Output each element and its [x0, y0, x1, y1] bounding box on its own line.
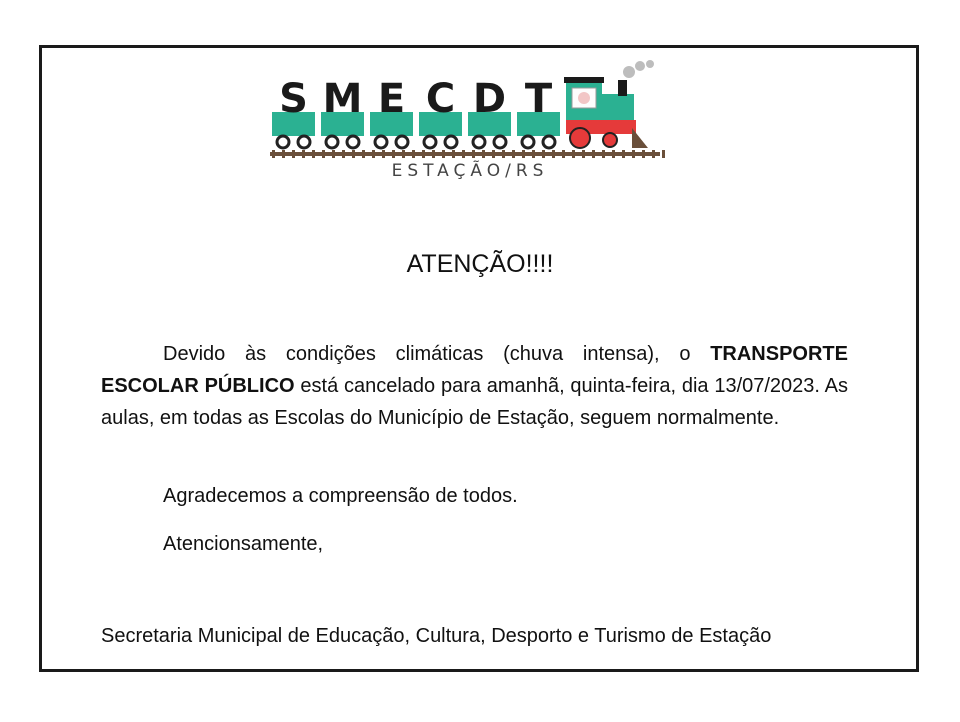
- rail-tie: [392, 150, 395, 158]
- paragraph-1-bold-text: TRANSPORTE ESCOLAR PÚBLICO: [101, 343, 848, 397]
- rail-tie: [412, 150, 415, 158]
- rail-tie: [532, 150, 535, 158]
- rail-tie: [472, 150, 475, 158]
- notice-paragraph-1: [101, 338, 848, 434]
- rail-tie: [342, 150, 345, 158]
- rail-tie: [352, 150, 355, 158]
- train-logo-icon: [265, 56, 675, 161]
- wheel: [543, 136, 555, 148]
- rail-tie: [612, 150, 615, 158]
- rail-tie: [452, 150, 455, 158]
- logo-subtitle: ESTAÇÃO/RS: [391, 161, 549, 181]
- rail-tie: [292, 150, 295, 158]
- notice-paragraph-2: Agradecemos a compreensão de todos.: [163, 485, 518, 507]
- logo-letter: E: [377, 76, 406, 122]
- paragraph-1-text-start: Devido às condições climáticas (chuva intensa), o: [163, 343, 711, 365]
- wheel: [445, 136, 457, 148]
- rail-tie: [432, 150, 435, 158]
- wheel: [277, 136, 289, 148]
- smoke-puff: [623, 66, 635, 78]
- rail-tie: [522, 150, 525, 158]
- wheel: [326, 136, 338, 148]
- signature: Secretaria Municipal de Educação, Cultura, Desporto e Turismo de Estação: [101, 625, 772, 647]
- driver-face: [578, 92, 590, 104]
- wheel: [375, 136, 387, 148]
- smecdt-logo: [265, 56, 675, 191]
- rail-tie: [542, 150, 545, 158]
- locomotive-roof: [564, 77, 604, 83]
- logo-letter: T: [524, 76, 553, 122]
- rail-tie: [422, 150, 425, 158]
- rail-tie: [332, 150, 335, 158]
- rail-tie: [572, 150, 575, 158]
- rail-tie: [502, 150, 505, 158]
- rail-tie: [562, 150, 565, 158]
- rail-tie: [652, 150, 655, 158]
- smoke-puff: [635, 61, 645, 71]
- rail-tie: [492, 150, 495, 158]
- rail-tie: [602, 150, 605, 158]
- rail-tie: [442, 150, 445, 158]
- wheel: [347, 136, 359, 148]
- logo-letter: M: [322, 76, 363, 122]
- locomotive-wheel: [603, 133, 617, 147]
- logo-letter: D: [472, 76, 507, 122]
- smoke-puff: [646, 60, 654, 68]
- rail-tie: [312, 150, 315, 158]
- notice-heading: ATENÇÃO!!!!: [406, 250, 554, 278]
- rail-tie: [592, 150, 595, 158]
- logo-letter: S: [279, 76, 308, 122]
- rail-tie: [482, 150, 485, 158]
- wheel: [473, 136, 485, 148]
- rail-tie: [642, 150, 645, 158]
- rail-tie: [632, 150, 635, 158]
- rail-tie: [662, 150, 665, 158]
- rail-tie: [302, 150, 305, 158]
- wheel: [396, 136, 408, 148]
- locomotive-boiler: [602, 94, 634, 124]
- rail-tie: [372, 150, 375, 158]
- rail-tie: [552, 150, 555, 158]
- closing-text: Atencionsamente,: [163, 533, 324, 555]
- rail-tie: [272, 150, 275, 158]
- rail-tie: [282, 150, 285, 158]
- chimney: [618, 80, 627, 96]
- logo-letter: C: [425, 76, 456, 122]
- rail-tie: [622, 150, 625, 158]
- rail-tie: [512, 150, 515, 158]
- paragraph-1-text-end: está cancelado para amanhã, quinta-feira, dia 13/07/2023. As aulas, em todas as Escolas do Município de Estação, seguem normalmente.: [101, 375, 849, 429]
- rail-tie: [382, 150, 385, 158]
- wheel: [424, 136, 436, 148]
- wheel: [522, 136, 534, 148]
- rail-tie: [462, 150, 465, 158]
- rail-tie: [402, 150, 405, 158]
- rail-tie: [322, 150, 325, 158]
- locomotive-wheel: [570, 128, 590, 148]
- wheel: [494, 136, 506, 148]
- rail-tie: [362, 150, 365, 158]
- rail-tie: [582, 150, 585, 158]
- wheel: [298, 136, 310, 148]
